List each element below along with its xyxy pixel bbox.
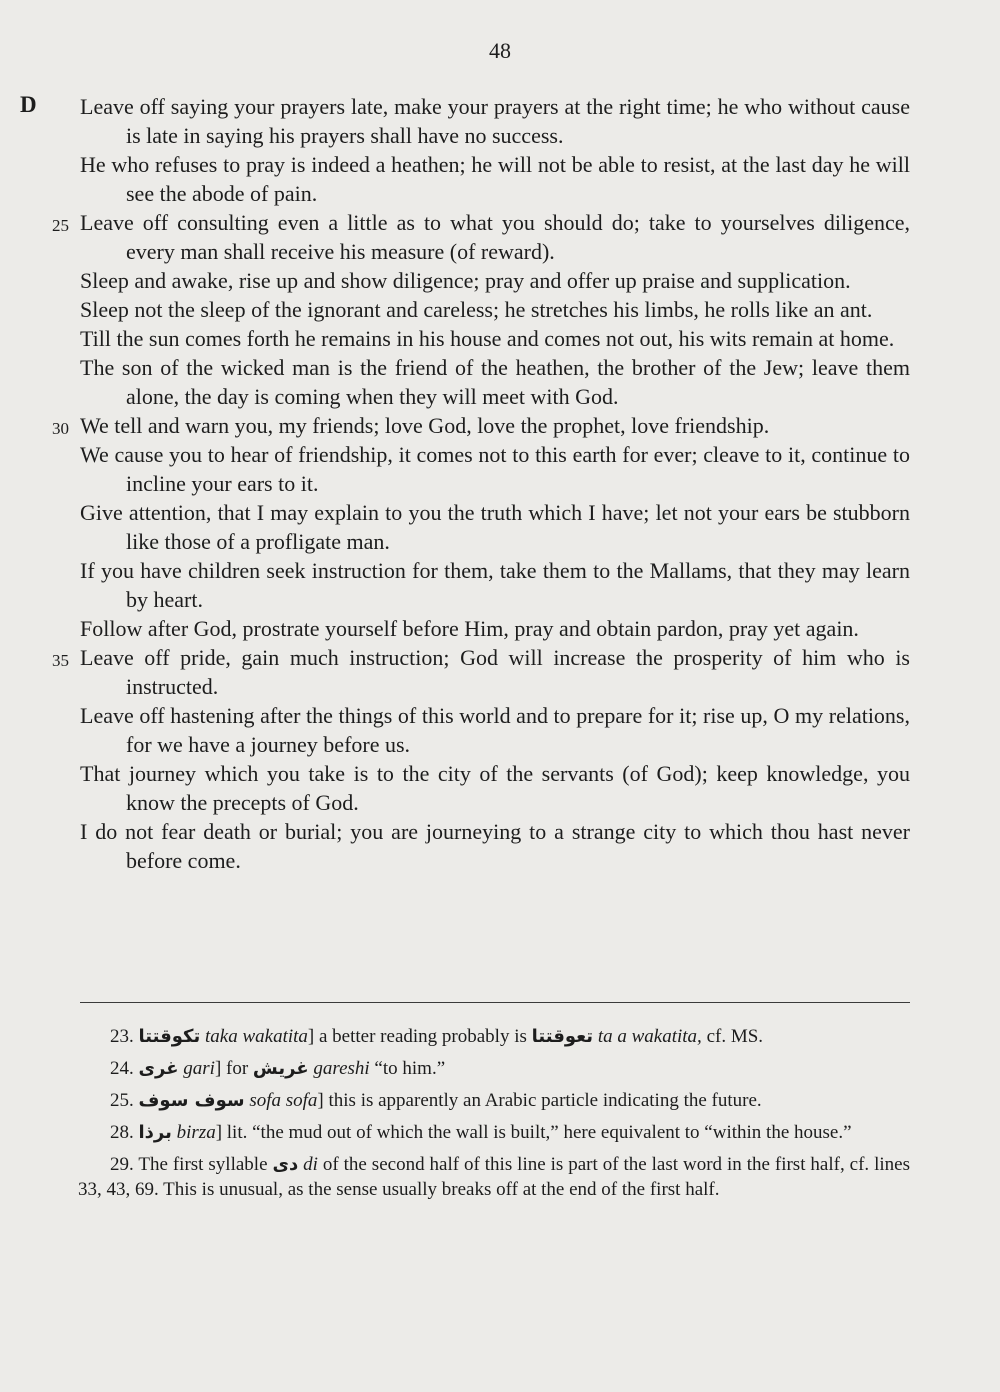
footnote-23 bbox=[78, 1024, 910, 1049]
arabic-word: تعوقتتا bbox=[531, 1026, 594, 1047]
transliteration: gari bbox=[183, 1058, 215, 1079]
verse-text: We cause you to hear of friendship, it comes not to this earth for ever; cleave to it, continue to incline your ears to it. bbox=[80, 442, 910, 496]
verse-line bbox=[80, 150, 910, 208]
footnote-number: 29. bbox=[110, 1154, 134, 1175]
footnote-number: 28. bbox=[110, 1122, 134, 1143]
line-number: 30 bbox=[52, 419, 69, 438]
verse-text: He who refuses to pray is indeed a heathen; he will not be able to resist, at the last day he will see the abode of pain. bbox=[80, 152, 910, 206]
section-marker: D bbox=[20, 92, 37, 117]
transliteration: sofa sofa bbox=[249, 1090, 318, 1111]
footnote-number: 24. bbox=[110, 1058, 134, 1079]
footnote-25 bbox=[78, 1088, 910, 1113]
verse-line bbox=[80, 266, 910, 295]
arabic-word: برذا bbox=[138, 1122, 172, 1143]
footnote-text: ] lit. “the mud out of which the wall is built,” here equivalent to “within the house.” bbox=[215, 1122, 852, 1143]
footnote-text: of the second half of this line is part of the last word in the first half, cf. lines 33, 43, 69. This is unusual, as the sense usually breaks off at the end of the first half. bbox=[78, 1154, 910, 1200]
transliteration: birza bbox=[176, 1122, 216, 1143]
arabic-word: غرى bbox=[138, 1058, 179, 1079]
verse-line bbox=[52, 208, 910, 266]
line-number: 35 bbox=[52, 651, 69, 670]
page-number: 48 bbox=[489, 38, 511, 63]
verse-text: Till the sun comes forth he remains in his house and comes not out, his wits remain at home. bbox=[80, 326, 895, 351]
verse-text: Leave off consulting even a little as to what you should do; take to yourselves diligence, every man shall receive his measure (of reward). bbox=[80, 210, 910, 264]
footnote-29 bbox=[78, 1152, 910, 1202]
verse-text: That journey which you take is to the city of the servants (of God); keep knowledge, you know the precepts of God. bbox=[80, 761, 910, 815]
footnote-text: ] for bbox=[214, 1058, 249, 1079]
verse-text: Sleep not the sleep of the ignorant and careless; he stretches his limbs, he rolls like an ant. bbox=[80, 297, 873, 322]
footnote-number: 23. bbox=[110, 1026, 134, 1047]
verse-line bbox=[80, 498, 910, 556]
footnote-24 bbox=[78, 1056, 910, 1081]
arabic-word: تكوقتتا bbox=[138, 1026, 201, 1047]
footnote-text: “to him.” bbox=[374, 1058, 446, 1079]
verse-text: If you have children seek instruction for them, take them to the Mallams, that they may learn by heart. bbox=[80, 558, 910, 612]
footnote-text: ] this is apparently an Arabic particle indicating the future. bbox=[317, 1090, 762, 1111]
verse-text: Leave off saying your prayers late, make your prayers at the right time; he who without cause is late in saying his prayers shall have no success. bbox=[80, 94, 910, 148]
verse-text: Leave off hastening after the things of this world and to prepare for it; rise up, O my relations, for we have a journey before us. bbox=[80, 703, 910, 757]
verse-line bbox=[80, 701, 910, 759]
footnotes bbox=[78, 1024, 910, 1209]
footnote-text: The first syllable bbox=[138, 1154, 268, 1175]
verse-text: We tell and warn you, my friends; love God, love the prophet, love friendship. bbox=[80, 413, 770, 438]
footnote-28 bbox=[78, 1120, 910, 1145]
verse-line bbox=[80, 817, 910, 875]
transliteration: di bbox=[303, 1154, 318, 1175]
verse-text: The son of the wicked man is the friend of the heathen, the brother of the Jew; leave them alone, the day is coming when they will meet with God. bbox=[80, 355, 910, 409]
footnote-number: 25. bbox=[110, 1090, 134, 1111]
verse-line bbox=[52, 643, 910, 701]
arabic-word: غريش bbox=[252, 1058, 309, 1079]
arabic-word: سوف سوف bbox=[138, 1090, 245, 1111]
verse-line bbox=[80, 440, 910, 498]
footnote-text: ] a better reading probably is bbox=[307, 1026, 527, 1047]
footnote-divider bbox=[80, 1002, 910, 1003]
verse-text: Follow after God, prostrate yourself before Him, pray and obtain pardon, pray yet again. bbox=[80, 616, 859, 641]
verse-line bbox=[80, 353, 910, 411]
transliteration: taka wakatita bbox=[205, 1026, 308, 1047]
verse-text: Give attention, that I may explain to you the truth which I have; let not your ears be stubborn like those of a profligate man. bbox=[80, 500, 910, 554]
transliteration: gareshi bbox=[313, 1058, 370, 1079]
arabic-word: دى bbox=[272, 1154, 299, 1175]
verse-line bbox=[80, 759, 910, 817]
verse-text: Leave off pride, gain much instruction; God will increase the prosperity of him who is instructed. bbox=[80, 645, 910, 699]
verse-text: I do not fear death or burial; you are journeying to a strange city to which thou hast never before come. bbox=[80, 819, 910, 873]
footnote-text: cf. MS. bbox=[706, 1026, 764, 1047]
transliteration: ta a wakatita, bbox=[597, 1026, 702, 1047]
verse-line bbox=[52, 411, 910, 440]
verse-line bbox=[80, 614, 910, 643]
verse-line bbox=[80, 556, 910, 614]
verse-line bbox=[80, 92, 910, 150]
verse-line bbox=[80, 324, 910, 353]
verse-list bbox=[52, 92, 910, 875]
verse-line bbox=[80, 295, 910, 324]
verse-text: Sleep and awake, rise up and show diligence; pray and offer up praise and supplication. bbox=[80, 268, 851, 293]
line-number: 25 bbox=[52, 216, 69, 235]
